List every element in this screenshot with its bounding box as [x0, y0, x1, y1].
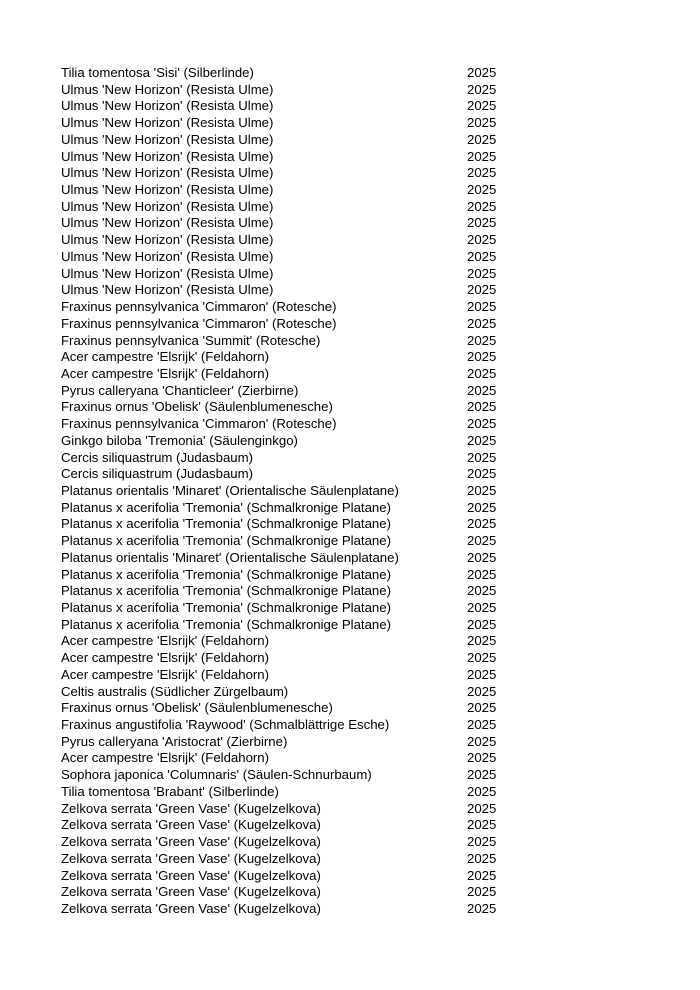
list-item — [61, 466, 521, 483]
planting-year: 2025 — [467, 198, 497, 214]
planting-year: 2025 — [467, 717, 497, 733]
list-item — [61, 483, 521, 500]
list-item — [61, 868, 521, 885]
planting-year: 2025 — [467, 432, 497, 448]
planting-year: 2025 — [467, 583, 497, 599]
tree-name: Zelkova serrata 'Green Vase' (Kugelzelkova) — [61, 867, 321, 883]
list-item — [61, 266, 521, 283]
tree-name: Cercis siliquastrum (Judasbaum) — [61, 466, 254, 482]
tree-name: Zelkova serrata 'Green Vase' (Kugelzelkova) — [61, 900, 321, 916]
list-item — [61, 633, 521, 650]
tree-name: Tilia tomentosa 'Sisi' (Silberlinde) — [61, 65, 254, 80]
planting-year: 2025 — [467, 98, 497, 114]
planting-year: 2025 — [467, 232, 497, 248]
tree-name: Platanus x acerifolia 'Tremonia' (Schmalkronige Platane) — [61, 583, 391, 599]
tree-name: Ulmus 'New Horizon' (Resista Ulme) — [61, 265, 274, 281]
list-item — [61, 734, 521, 751]
tree-name: Fraxinus pennsylvanica 'Cimmaron' (Rotesche) — [61, 299, 337, 315]
tree-name: Fraxinus pennsylvanica 'Cimmaron' (Rotesche) — [61, 416, 337, 432]
planting-year: 2025 — [467, 700, 497, 716]
tree-name: Zelkova serrata 'Green Vase' (Kugelzelkova) — [61, 817, 321, 833]
planting-year: 2025 — [467, 332, 497, 348]
list-item — [61, 98, 521, 115]
planting-year: 2025 — [467, 215, 497, 231]
list-item — [61, 583, 521, 600]
planting-year: 2025 — [467, 600, 497, 615]
list-item — [61, 901, 521, 918]
planting-year: 2025 — [467, 683, 497, 699]
tree-name: Platanus x acerifolia 'Tremonia' (Schmalkronige Platane) — [61, 499, 391, 515]
tree-name: Platanus x acerifolia 'Tremonia' (Schmalkronige Platane) — [61, 600, 391, 615]
tree-name: Zelkova serrata 'Green Vase' (Kugelzelkova) — [61, 834, 321, 850]
tree-name: Ulmus 'New Horizon' (Resista Ulme) — [61, 182, 274, 198]
list-item — [61, 149, 521, 166]
list-item — [61, 132, 521, 149]
tree-name: Ulmus 'New Horizon' (Resista Ulme) — [61, 198, 274, 214]
planting-year: 2025 — [467, 148, 497, 164]
tree-name: Acer campestre 'Elsrijk' (Feldahorn) — [61, 666, 270, 682]
tree-name: Acer campestre 'Elsrijk' (Feldahorn) — [61, 750, 270, 766]
list-item — [61, 215, 521, 232]
tree-name: Platanus x acerifolia 'Tremonia' (Schmalkronige Platane) — [61, 516, 391, 532]
tree-name: Tilia tomentosa 'Brabant' (Silberlinde) — [61, 783, 279, 799]
tree-name: Ulmus 'New Horizon' (Resista Ulme) — [61, 215, 274, 231]
list-item — [61, 366, 521, 383]
list-item — [61, 349, 521, 366]
planting-year: 2025 — [467, 131, 497, 147]
list-item — [61, 399, 521, 416]
planting-year: 2025 — [467, 449, 497, 465]
list-item — [61, 500, 521, 517]
tree-name: Fraxinus ornus 'Obelisk' (Säulenblumenesche) — [61, 700, 333, 716]
planting-year: 2025 — [467, 382, 497, 398]
tree-name: Acer campestre 'Elsrijk' (Feldahorn) — [61, 365, 270, 381]
tree-name: Pyrus calleryana 'Chanticleer' (Zierbirne) — [61, 382, 299, 398]
tree-name: Ulmus 'New Horizon' (Resista Ulme) — [61, 81, 274, 97]
tree-name: Ginkgo biloba 'Tremonia' (Säulenginkgo) — [61, 432, 298, 448]
list-item — [61, 316, 521, 333]
list-item — [61, 817, 521, 834]
tree-list — [61, 65, 521, 918]
planting-year: 2025 — [467, 315, 497, 331]
list-item — [61, 199, 521, 216]
planting-year: 2025 — [467, 633, 497, 649]
tree-name: Celtis australis (Südlicher Zürgelbaum) — [61, 683, 289, 699]
tree-name: Platanus x acerifolia 'Tremonia' (Schmalkronige Platane) — [61, 566, 391, 582]
tree-name: Ulmus 'New Horizon' (Resista Ulme) — [61, 282, 274, 298]
planting-year: 2025 — [467, 248, 497, 264]
list-item — [61, 550, 521, 567]
planting-year: 2025 — [467, 750, 497, 766]
list-item — [61, 784, 521, 801]
list-item — [61, 299, 521, 316]
planting-year: 2025 — [467, 800, 497, 816]
list-item — [61, 182, 521, 199]
tree-name: Ulmus 'New Horizon' (Resista Ulme) — [61, 98, 274, 114]
planting-year: 2025 — [467, 767, 497, 783]
tree-name: Zelkova serrata 'Green Vase' (Kugelzelkova) — [61, 884, 321, 900]
tree-name: Ulmus 'New Horizon' (Resista Ulme) — [61, 165, 274, 181]
list-item — [61, 165, 521, 182]
list-item — [61, 383, 521, 400]
planting-year: 2025 — [467, 265, 497, 281]
planting-year: 2025 — [467, 533, 497, 549]
tree-name: Ulmus 'New Horizon' (Resista Ulme) — [61, 115, 274, 131]
planting-year: 2025 — [467, 783, 497, 799]
tree-name: Fraxinus ornus 'Obelisk' (Säulenblumenesche) — [61, 399, 333, 415]
list-item — [61, 115, 521, 132]
planting-year: 2025 — [467, 733, 497, 749]
planting-year: 2025 — [467, 499, 497, 515]
list-item — [61, 851, 521, 868]
list-item — [61, 717, 521, 734]
tree-name: Acer campestre 'Elsrijk' (Feldahorn) — [61, 349, 270, 365]
tree-name: Acer campestre 'Elsrijk' (Feldahorn) — [61, 633, 270, 649]
planting-year: 2025 — [467, 416, 497, 432]
tree-name: Ulmus 'New Horizon' (Resista Ulme) — [61, 248, 274, 264]
planting-year: 2025 — [467, 850, 497, 866]
tree-name: Sophora japonica 'Columnaris' (Säulen-Schnurbaum) — [61, 767, 372, 783]
planting-year: 2025 — [467, 299, 497, 315]
tree-name: Pyrus calleryana 'Aristocrat' (Zierbirne) — [61, 733, 288, 749]
list-item — [61, 82, 521, 99]
planting-year: 2025 — [467, 867, 497, 883]
list-item — [61, 450, 521, 467]
planting-year: 2025 — [467, 365, 497, 381]
planting-year: 2025 — [467, 549, 497, 565]
tree-name: Platanus x acerifolia 'Tremonia' (Schmalkronige Platane) — [61, 616, 391, 632]
tree-name: Platanus orientalis 'Minaret' (Orientalische Säulenplatane) — [61, 549, 399, 565]
list-item — [61, 232, 521, 249]
planting-year: 2025 — [467, 884, 497, 900]
planting-year: 2025 — [467, 81, 497, 97]
list-item — [61, 767, 521, 784]
list-item — [61, 567, 521, 584]
tree-name: Platanus x acerifolia 'Tremonia' (Schmalkronige Platane) — [61, 533, 391, 549]
list-item — [61, 750, 521, 767]
planting-year: 2025 — [467, 900, 497, 916]
list-item — [61, 617, 521, 634]
planting-year: 2025 — [467, 834, 497, 850]
planting-year: 2025 — [467, 182, 497, 198]
list-item — [61, 834, 521, 851]
list-item — [61, 884, 521, 901]
list-item — [61, 333, 521, 350]
list-item — [61, 650, 521, 667]
planting-year: 2025 — [467, 650, 497, 666]
planting-year: 2025 — [467, 666, 497, 682]
tree-name: Ulmus 'New Horizon' (Resista Ulme) — [61, 148, 274, 164]
planting-year: 2025 — [467, 616, 497, 632]
tree-name: Zelkova serrata 'Green Vase' (Kugelzelkova) — [61, 850, 321, 866]
list-item — [61, 516, 521, 533]
list-item — [61, 416, 521, 433]
planting-year: 2025 — [467, 399, 497, 415]
planting-year: 2025 — [467, 349, 497, 365]
list-item — [61, 282, 521, 299]
tree-name: Ulmus 'New Horizon' (Resista Ulme) — [61, 232, 274, 248]
list-item — [61, 700, 521, 717]
tree-name: Zelkova serrata 'Green Vase' (Kugelzelkova) — [61, 800, 321, 816]
planting-year: 2025 — [467, 282, 497, 298]
planting-year: 2025 — [467, 165, 497, 181]
list-item — [61, 249, 521, 266]
planting-year: 2025 — [467, 566, 497, 582]
tree-name: Fraxinus angustifolia 'Raywood' (Schmalblättrige Esche) — [61, 717, 390, 733]
tree-name: Cercis siliquastrum (Judasbaum) — [61, 449, 254, 465]
tree-name: Ulmus 'New Horizon' (Resista Ulme) — [61, 131, 274, 147]
list-item — [61, 801, 521, 818]
tree-name: Acer campestre 'Elsrijk' (Feldahorn) — [61, 650, 270, 666]
tree-name: Platanus orientalis 'Minaret' (Orientalische Säulenplatane) — [61, 482, 399, 498]
list-item — [61, 667, 521, 684]
tree-name: Fraxinus pennsylvanica 'Summit' (Rotesche) — [61, 332, 321, 348]
planting-year: 2025 — [467, 516, 497, 532]
planting-year: 2025 — [467, 817, 497, 833]
list-item — [61, 65, 521, 82]
list-item — [61, 600, 521, 617]
planting-year: 2025 — [467, 482, 497, 498]
list-item — [61, 433, 521, 450]
planting-year: 2025 — [467, 65, 497, 80]
planting-year: 2025 — [467, 115, 497, 131]
list-item — [61, 533, 521, 550]
list-item — [61, 684, 521, 701]
planting-year: 2025 — [467, 466, 497, 482]
tree-name: Fraxinus pennsylvanica 'Cimmaron' (Rotesche) — [61, 315, 337, 331]
